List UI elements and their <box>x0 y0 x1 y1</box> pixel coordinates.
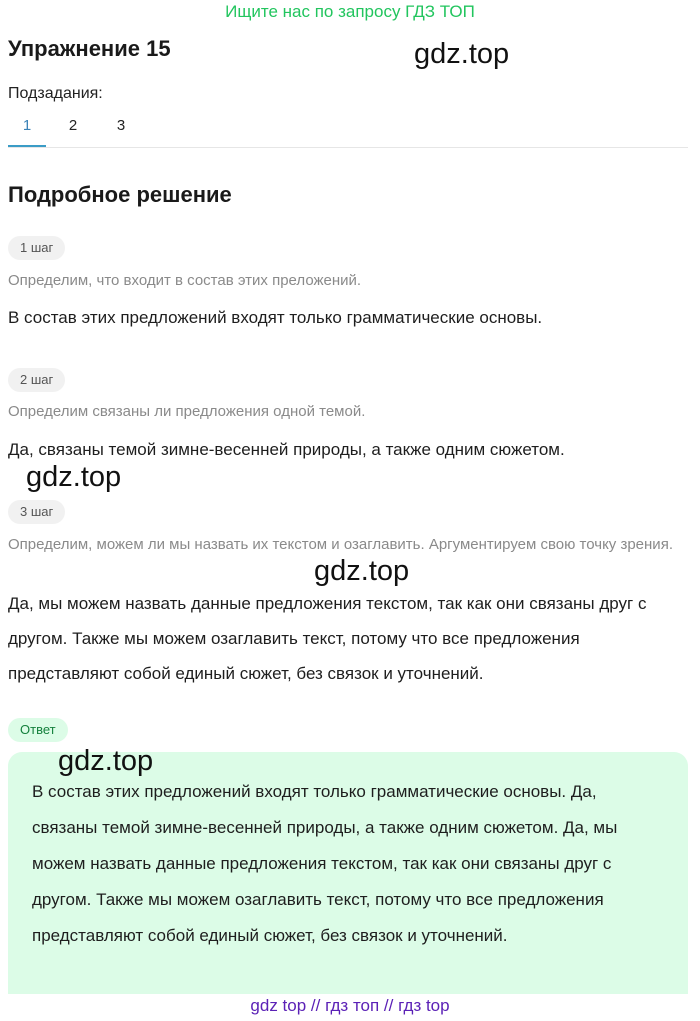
solution-title: Подробное решение <box>8 182 232 207</box>
footer-links[interactable]: gdz top // гдз топ // гдз top <box>250 996 450 1015</box>
step-hint: Определим, что входит в состав этих преложений. <box>8 272 362 289</box>
subtask-tabs <box>8 112 688 148</box>
step-text: Да, связаны темой зимне-весенней природы, а также одним сюжетом. <box>8 440 565 459</box>
subtasks-label: Подзадания: <box>8 85 103 102</box>
answer-text: В состав этих предложений входят только грамматические основы. Да, связаны темой зимне-весенней природы, а также одним сюжетом. Да, мы можем назвать данные предложения текстом, так как они связаны друг с другом. Также мы можем озаглавить текст, потому что все предложения представляют собой единый сюжет, без связок и уточнений. <box>32 782 618 945</box>
step-badge: 3 шаг <box>8 500 65 524</box>
answer-box <box>8 752 688 994</box>
watermark: gdz.top <box>414 38 510 70</box>
answer-badge: Ответ <box>8 718 68 742</box>
step-hint: Определим связаны ли предложения одной темой. <box>8 403 366 420</box>
step-badge: 2 шаг <box>8 368 65 392</box>
step-hint: Определим, можем ли мы назвать их текстом и озаглавить. Аргументируем свою точку зрения. <box>8 536 673 553</box>
tab-subtask-2[interactable]: 2 <box>68 117 78 134</box>
tab-subtask-3[interactable]: 3 <box>116 117 126 134</box>
tab-subtask-1[interactable]: 1 <box>8 112 46 147</box>
search-banner[interactable]: Ищите нас по запросу ГДЗ ТОП <box>225 2 475 21</box>
step-text: В состав этих предложений входят только грамматические основы. <box>8 308 543 327</box>
page-title: Упражнение 15 <box>8 36 171 61</box>
watermark: gdz.top <box>26 461 122 493</box>
step-text: Да, мы можем назвать данные предложения текстом, так как они связаны друг с другом. Также мы можем озаглавить текст, потому что все предложения представляют собой единый сюжет, без связок и уточнений. <box>8 594 647 683</box>
watermark: gdz.top <box>314 555 410 587</box>
watermark: gdz.top <box>58 745 154 777</box>
step-badge: 1 шаг <box>8 236 65 260</box>
